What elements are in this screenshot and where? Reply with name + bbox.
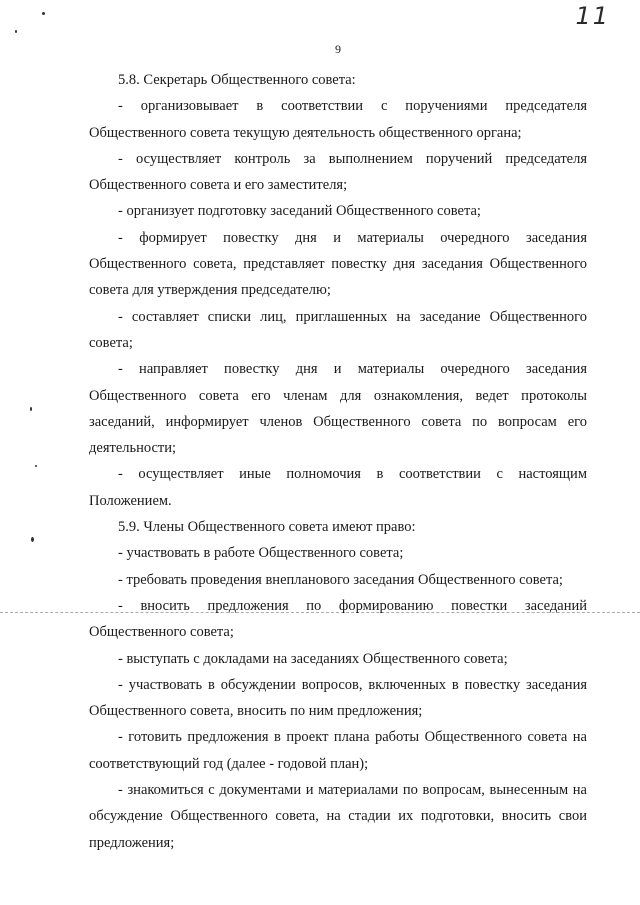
- section-5-8-heading: 5.8. Секретарь Общественного совета:: [118, 72, 356, 88]
- list-item: - выступать с докладами на заседаниях Общественного совета;: [118, 650, 508, 667]
- scan-speck: [30, 407, 32, 411]
- document-body: [89, 67, 587, 856]
- list-item: - организует подготовку заседаний Общественного совета;: [118, 203, 481, 220]
- list-item: - требовать проведения внепланового заседания Общественного совета;: [118, 571, 563, 588]
- scan-speck: [35, 465, 37, 467]
- list-item: - участвовать в работе Общественного совета;: [118, 545, 404, 562]
- list-item: - осуществляет контроль за выполнением поручений председателя Общественного совета и его заместителя;: [89, 150, 587, 194]
- handwritten-sheet-number: 11: [575, 2, 610, 30]
- list-item: - вносить предложения по формированию повестки заседаний Общественного совета;: [89, 597, 587, 641]
- list-item: - готовить предложения в проект плана работы Общественного совета на соответствующий год (далее - годовой план);: [89, 729, 587, 772]
- list-item: - знакомиться с документами и материалами по вопросам, вынесенным на обсуждение Общественного совета, на стадии их подготовки, вносить свои предложения;: [89, 782, 587, 851]
- section-5-9-heading: 5.9. Члены Общественного совета имеют право:: [118, 519, 416, 536]
- list-item: - осуществляет иные полномочия в соответствии с настоящим Положением.: [89, 466, 587, 509]
- list-item: - участвовать в обсуждении вопросов, включенных в повестку заседания Общественного совета, вносить по ним предложения;: [89, 676, 587, 720]
- scan-speck: [31, 537, 34, 542]
- list-item: - организовывает в соответствии с поручениями председателя Общественного совета текущую деятельность общественного органа;: [89, 98, 587, 141]
- page-number: 9: [335, 42, 341, 56]
- list-item: - формирует повестку дня и материалы очередного заседания Общественного совета, представляет повестку дня заседания Общественного совета для утверждения председателю;: [89, 229, 587, 299]
- list-item: - составляет списки лиц, приглашенных на заседание Общественного совета;: [89, 308, 587, 351]
- scan-speck: [15, 30, 17, 33]
- list-item: - направляет повестку дня и материалы очередного заседания Общественного совета его членам для ознакомления, ведет протоколы заседаний, информирует членов Общественного совета по вопросам его деятельности;: [89, 361, 587, 457]
- scan-speck: [42, 12, 45, 15]
